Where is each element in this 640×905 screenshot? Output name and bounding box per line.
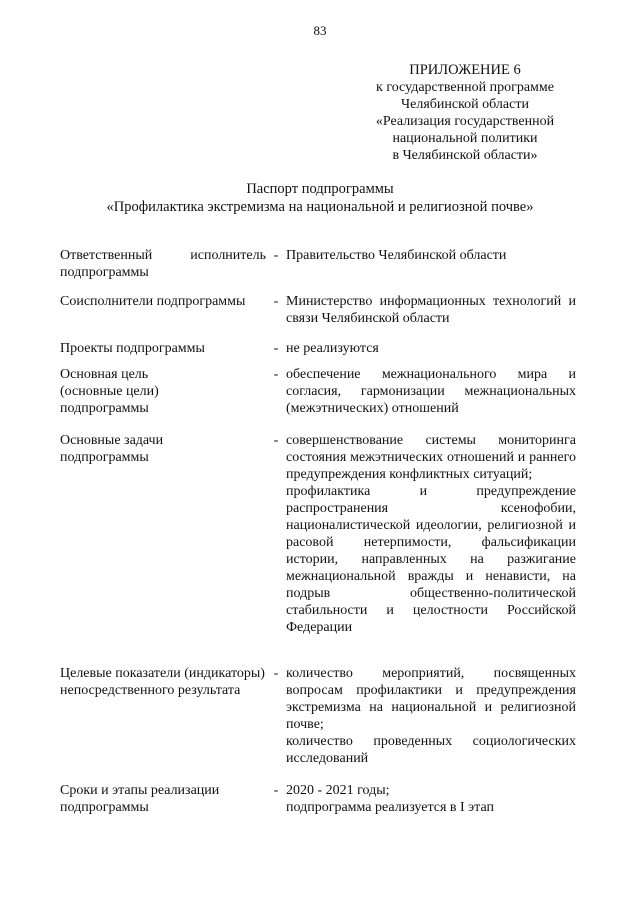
appendix-line: в Челябинской области» xyxy=(392,148,538,163)
row-value-text: 2020 - 2021 годы; xyxy=(286,783,390,798)
row-value-text: количество проведенных социологических исследований xyxy=(286,734,576,766)
passport-title-line2: «Профилактика экстремизма на национальной и религиозной почве» xyxy=(106,199,534,215)
row-value xyxy=(286,366,576,417)
row-value-text: не реализуются xyxy=(286,341,379,356)
row-label: Основная цель (основные цели) подпрограммы xyxy=(60,367,159,416)
row-label: Целевые показатели (индикаторы) непосредственного результата xyxy=(60,666,265,698)
row-dash: - xyxy=(273,341,279,356)
passport-row-projects xyxy=(60,340,580,357)
row-dash: - xyxy=(273,248,279,263)
row-value xyxy=(286,782,576,816)
appendix-line: национальной политики xyxy=(392,131,538,146)
row-label: Сроки и этапы реализации подпрограммы xyxy=(60,783,220,815)
row-value-text: Министерство информационных технологий и связи Челябинской области xyxy=(286,294,576,326)
row-value-text: обеспечение межнационального мира и согласия, гармонизации межнациональных (межэтнических) отношений xyxy=(286,367,576,416)
passport-row-executor xyxy=(60,247,580,281)
row-label: Соисполнители подпрограммы xyxy=(60,294,246,309)
appendix-line: к государственной программе xyxy=(376,80,554,95)
row-value-text: профилактика и предупреждение распространения ксенофобии, националистической идеологии, религиозной и расовой нетерпимости, фальсификации истории, направленных на разжигание межнациональной вражды и ненависти, на подрыв общественно-политической стабильности и целостности Российской Федерации xyxy=(286,484,576,635)
row-value xyxy=(286,665,576,767)
row-value xyxy=(286,340,576,357)
page-number: 83 xyxy=(313,23,327,38)
row-value-text: Правительство Челябинской области xyxy=(286,248,507,263)
appendix-line: Челябинской области xyxy=(401,97,529,112)
appendix-title: ПРИЛОЖЕНИЕ 6 xyxy=(409,62,521,78)
row-value xyxy=(286,247,576,281)
row-dash: - xyxy=(273,294,279,309)
passport-row-coexecutors xyxy=(60,293,580,327)
row-dash: - xyxy=(273,367,279,382)
appendix-block xyxy=(330,62,600,164)
row-value xyxy=(286,293,576,327)
row-dash: - xyxy=(273,666,279,681)
row-dash: - xyxy=(273,433,279,448)
row-value-text: количество мероприятий, посвященных вопросам профилактики и предупреждения экстремизма на национальной и религиозной почве; xyxy=(286,666,576,732)
passport-row-timeline xyxy=(60,782,580,816)
row-label: Основные задачи подпрограммы xyxy=(60,433,164,465)
passport-title-line1: Паспорт подпрограммы xyxy=(246,181,394,197)
passport-row-goals xyxy=(60,366,580,417)
passport-row-indicators xyxy=(60,665,580,767)
row-value-text: подпрограмма реализуется в I этап xyxy=(286,800,494,815)
row-value-text: совершенствование системы мониторинга состояния межэтнических отношений и раннего предупреждения конфликтных ситуаций; xyxy=(286,433,576,482)
row-value xyxy=(286,432,576,636)
passport-row-tasks xyxy=(60,432,580,636)
row-dash: - xyxy=(273,783,279,798)
appendix-line: «Реализация государственной xyxy=(375,114,555,129)
row-label: Проекты подпрограммы xyxy=(60,341,205,356)
passport-title xyxy=(0,180,640,216)
row-label: Ответственный исполнитель подпрограммы xyxy=(60,248,266,280)
